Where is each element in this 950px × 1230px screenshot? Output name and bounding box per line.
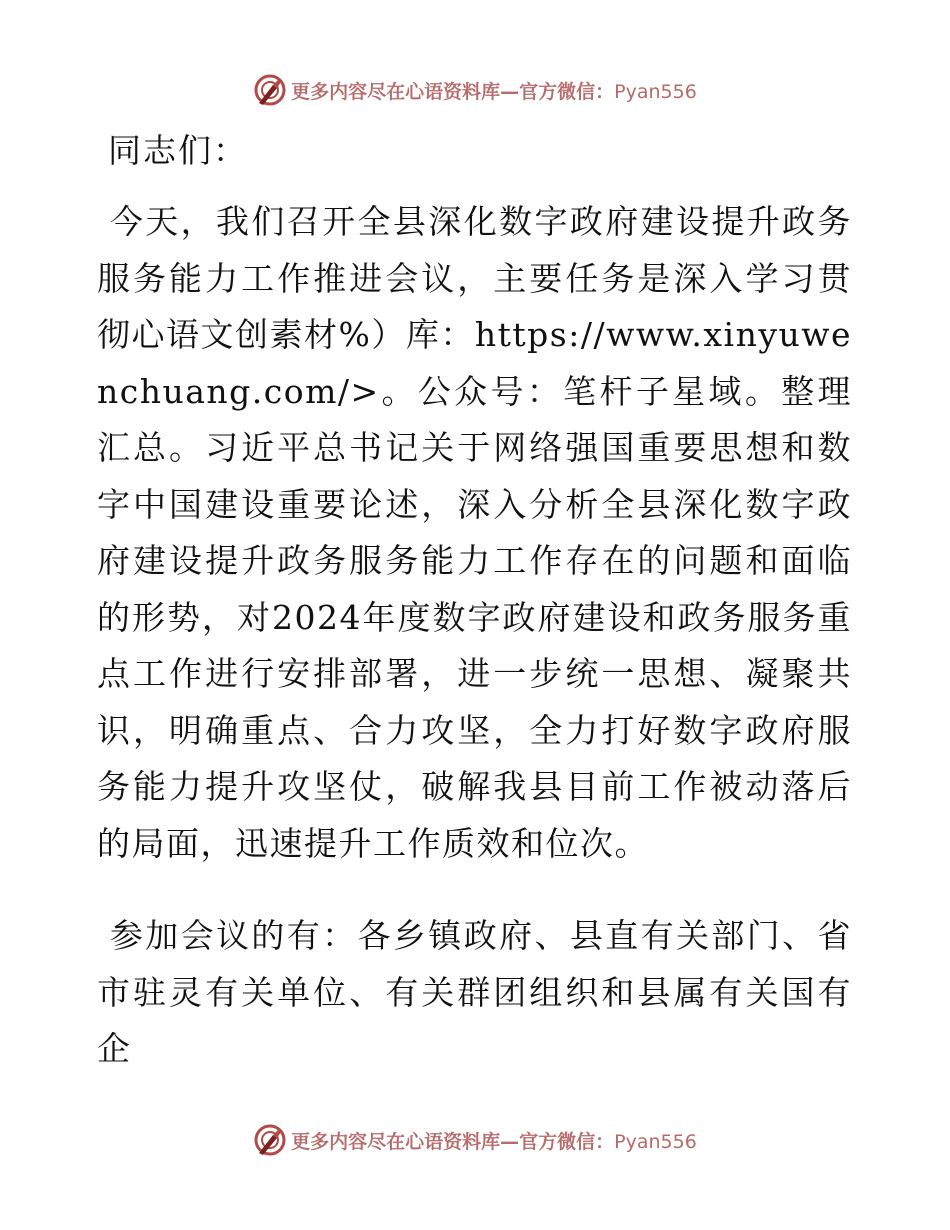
pen-logo-icon [253, 1123, 287, 1157]
footer-watermark [0, 1120, 950, 1160]
header-watermark [0, 70, 950, 110]
watermark-text: 更多内容尽在心语资料库—官方微信：Pyan556 [291, 80, 697, 103]
paragraph-attendees-text: 参加会议的有：各乡镇政府、县直有关部门、省市驻灵有关单位、有关群团组织和县属有关国有企 [97, 916, 852, 1068]
paragraph-intro-text: 今天，我们召开全县深化数字政府建设提升政务服务能力工作推进会议，主要任务是深入学习贯彻心语文创素材%）库：https://www.xinyuwenchuang.com/>。公众号：笔杆子星域。整理汇总。习近平总书记关于网络强国重要思想和数字中国建设重要论述，深入分析全县深化数字政府建设提升政务服务能力工作存在的问题和面临的形势，对2024年度数字政府建设和政务服务重点工作进行安排部署，进一步统一思想、凝聚共识，明确重点、合力攻坚，全力打好数字政府服务能力提升攻坚仗，破解我县目前工作被动落后的局面，迅速提升工作质效和位次。 [97, 202, 852, 863]
paragraph-intro [97, 194, 852, 872]
pen-logo-icon [253, 73, 287, 107]
watermark-text: 更多内容尽在心语资料库—官方微信：Pyan556 [291, 1130, 697, 1153]
greeting: 同志们： [108, 131, 248, 170]
paragraph-attendees [97, 908, 852, 1078]
